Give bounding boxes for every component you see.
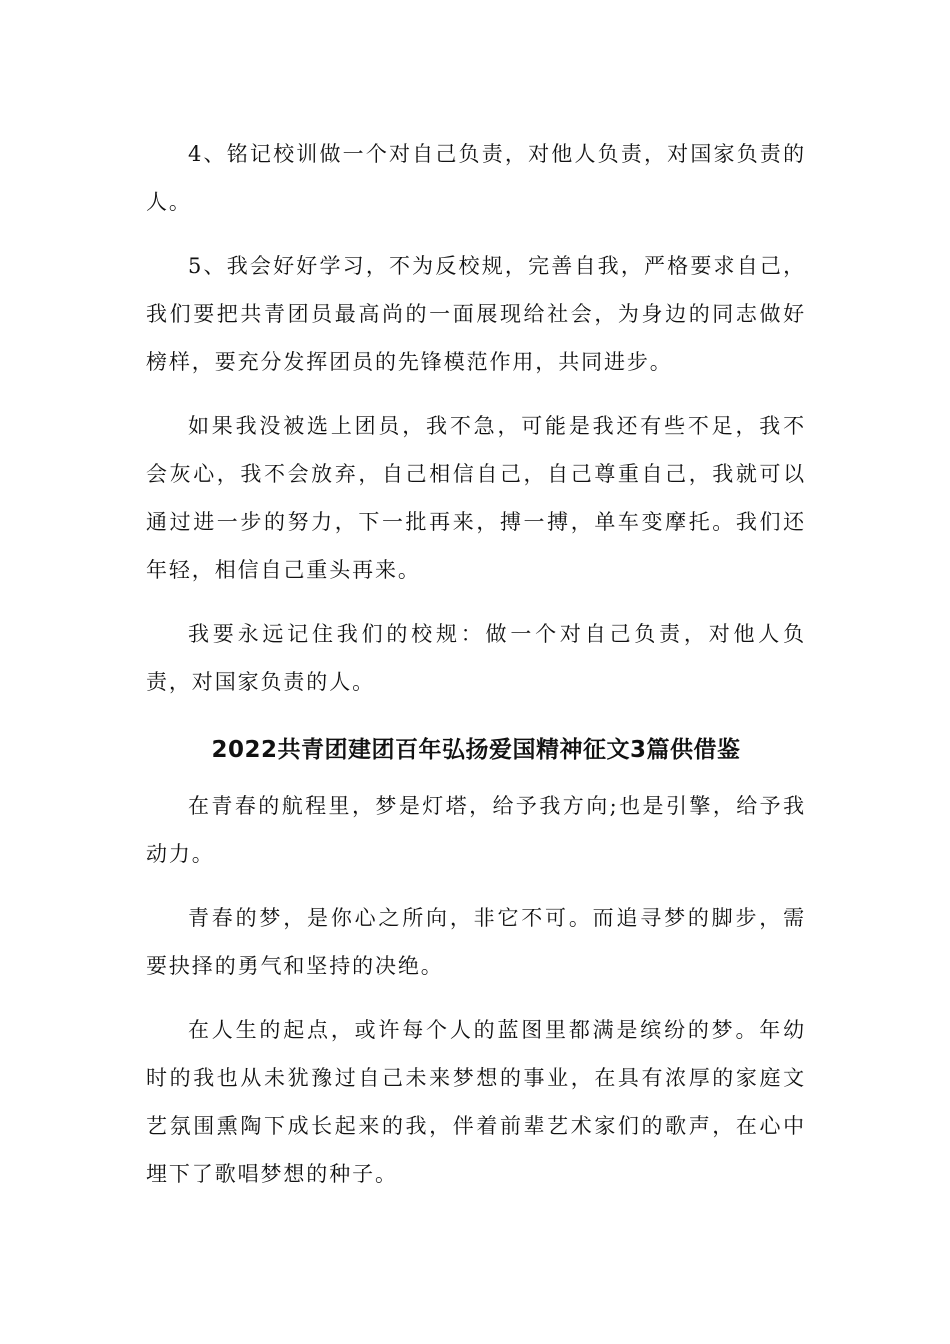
paragraph-youth-dream: 青春的梦，是你心之所向，非它不可。而追寻梦的脚步，需要抉择的勇气和坚持的决绝。: [146, 906, 806, 978]
paragraph-remember-school-rules: 我要永远记住我们的校规：做一个对自己负责，对他人负责，对国家负责的人。: [146, 622, 806, 694]
section-heading: 2022共青团建团百年弘扬爱国精神征文3篇供借鉴: [211, 737, 741, 763]
paragraph-commitment-4: 4、铭记校训做一个对自己负责，对他人负责，对国家负责的人。: [146, 142, 806, 214]
paragraph-commitment-5: 5、我会好好学习，不为反校规，完善自我，严格要求自己，我们要把共青团员最高尚的一面展现给社会，为身边的同志做好榜样，要充分发挥团员的先锋模范作用，共同进步。: [146, 254, 806, 374]
paragraph-life-starting-point: 在人生的起点，或许每个人的蓝图里都满是缤纷的梦。年幼时的我也从未犹豫过自己未来梦想的事业，在具有浓厚的家庭文艺氛围熏陶下成长起来的我，伴着前辈艺术家们的歌声，在心中埋下了歌唱梦想的种子。: [146, 1018, 806, 1186]
paragraph-if-not-selected: 如果我没被选上团员，我不急，可能是我还有些不足，我不会灰心，我不会放弃，自己相信自己，自己尊重自己，我就可以通过进一步的努力，下一批再来，搏一搏，单车变摩托。我们还年轻，相信自己重头再来。: [146, 414, 806, 582]
paragraph-youth-voyage: 在青春的航程里，梦是灯塔，给予我方向;也是引擎，给予我动力。: [146, 794, 806, 866]
document-body: [146, 130, 806, 1214]
